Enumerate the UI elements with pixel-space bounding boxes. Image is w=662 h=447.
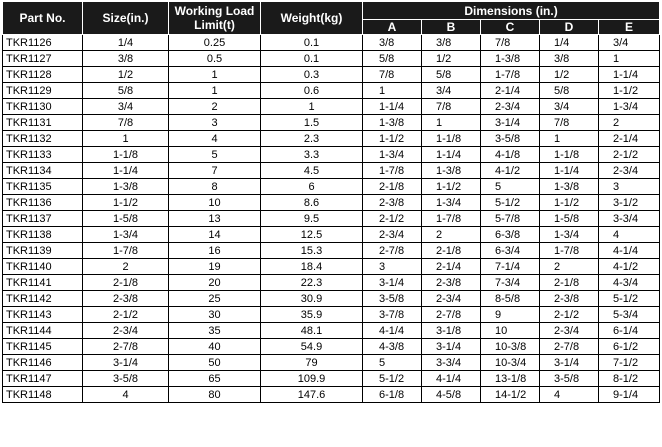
cell-size: 2-3/4 xyxy=(83,323,169,339)
cell-working-load-limit: 5 xyxy=(169,147,261,163)
cell-weight: 109.9 xyxy=(261,371,363,387)
table-row xyxy=(3,323,660,339)
cell-dim-b: 4-5/8 xyxy=(422,387,481,403)
table-row xyxy=(3,243,660,259)
header-dimensions: Dimensions (in.) xyxy=(363,2,660,20)
cell-weight: 4.5 xyxy=(261,163,363,179)
cell-dim-a: 5-1/2 xyxy=(363,371,422,387)
header-part-no: Part No. xyxy=(3,2,83,35)
cell-dim-c: 10 xyxy=(481,323,540,339)
cell-working-load-limit: 65 xyxy=(169,371,261,387)
cell-working-load-limit: 10 xyxy=(169,195,261,211)
cell-part-no: TKR1135 xyxy=(3,179,83,195)
cell-dim-a: 5/8 xyxy=(363,51,422,67)
cell-dim-a: 3-1/4 xyxy=(363,275,422,291)
cell-part-no: TKR1131 xyxy=(3,115,83,131)
cell-part-no: TKR1134 xyxy=(3,163,83,179)
table-row xyxy=(3,67,660,83)
cell-part-no: TKR1133 xyxy=(3,147,83,163)
cell-working-load-limit: 1 xyxy=(169,83,261,99)
cell-dim-a: 4-1/4 xyxy=(363,323,422,339)
cell-dim-d: 2-3/8 xyxy=(540,291,599,307)
cell-part-no: TKR1143 xyxy=(3,307,83,323)
cell-dim-d: 3-1/4 xyxy=(540,355,599,371)
cell-dim-b: 1-1/8 xyxy=(422,131,481,147)
cell-weight: 6 xyxy=(261,179,363,195)
cell-dim-b: 1-7/8 xyxy=(422,211,481,227)
table-row xyxy=(3,355,660,371)
cell-dim-c: 5 xyxy=(481,179,540,195)
cell-dim-c: 5-1/2 xyxy=(481,195,540,211)
cell-dim-e: 1-1/4 xyxy=(599,67,660,83)
cell-part-no: TKR1129 xyxy=(3,83,83,99)
cell-dim-e: 1 xyxy=(599,51,660,67)
cell-part-no: TKR1147 xyxy=(3,371,83,387)
cell-dim-d: 3/8 xyxy=(540,51,599,67)
cell-dim-c: 8-5/8 xyxy=(481,291,540,307)
cell-dim-b: 3/8 xyxy=(422,35,481,51)
cell-dim-a: 1-7/8 xyxy=(363,163,422,179)
cell-working-load-limit: 2 xyxy=(169,99,261,115)
cell-working-load-limit: 13 xyxy=(169,211,261,227)
cell-size: 1-3/8 xyxy=(83,179,169,195)
cell-working-load-limit: 20 xyxy=(169,275,261,291)
cell-weight: 0.1 xyxy=(261,51,363,67)
cell-size: 1-3/4 xyxy=(83,227,169,243)
table-row xyxy=(3,275,660,291)
cell-dim-c: 2-3/4 xyxy=(481,99,540,115)
cell-dim-b: 1/2 xyxy=(422,51,481,67)
cell-part-no: TKR1126 xyxy=(3,35,83,51)
cell-dim-b: 2-1/4 xyxy=(422,259,481,275)
table-row xyxy=(3,147,660,163)
cell-weight: 0.3 xyxy=(261,67,363,83)
cell-dim-b: 2-1/8 xyxy=(422,243,481,259)
cell-dim-d: 1/4 xyxy=(540,35,599,51)
cell-dim-d: 3/4 xyxy=(540,99,599,115)
cell-part-no: TKR1140 xyxy=(3,259,83,275)
cell-dim-e: 9-1/4 xyxy=(599,387,660,403)
cell-part-no: TKR1141 xyxy=(3,275,83,291)
cell-part-no: TKR1128 xyxy=(3,67,83,83)
cell-working-load-limit: 16 xyxy=(169,243,261,259)
cell-working-load-limit: 8 xyxy=(169,179,261,195)
cell-weight: 18.4 xyxy=(261,259,363,275)
cell-dim-b: 3-1/8 xyxy=(422,323,481,339)
cell-size: 3/8 xyxy=(83,51,169,67)
cell-dim-a: 2-3/4 xyxy=(363,227,422,243)
cell-dim-b: 2-7/8 xyxy=(422,307,481,323)
table-row xyxy=(3,115,660,131)
cell-dim-d: 1/2 xyxy=(540,67,599,83)
cell-part-no: TKR1132 xyxy=(3,131,83,147)
cell-dim-a: 2-1/8 xyxy=(363,179,422,195)
table-row xyxy=(3,211,660,227)
cell-weight: 54.9 xyxy=(261,339,363,355)
cell-dim-c: 10-3/4 xyxy=(481,355,540,371)
header-dim-e: E xyxy=(599,20,660,35)
cell-dim-d: 2-1/8 xyxy=(540,275,599,291)
cell-dim-d: 1-1/2 xyxy=(540,195,599,211)
cell-dim-d: 3-5/8 xyxy=(540,371,599,387)
cell-dim-e: 2-1/2 xyxy=(599,147,660,163)
cell-size: 1-7/8 xyxy=(83,243,169,259)
cell-dim-b: 5/8 xyxy=(422,67,481,83)
cell-dim-d: 7/8 xyxy=(540,115,599,131)
cell-weight: 35.9 xyxy=(261,307,363,323)
cell-size: 1-1/8 xyxy=(83,147,169,163)
cell-size: 2-1/8 xyxy=(83,275,169,291)
cell-dim-e: 4 xyxy=(599,227,660,243)
cell-dim-d: 1-7/8 xyxy=(540,243,599,259)
cell-dim-e: 8-1/2 xyxy=(599,371,660,387)
table-row xyxy=(3,387,660,403)
cell-dim-e: 6-1/4 xyxy=(599,323,660,339)
table-row xyxy=(3,131,660,147)
cell-dim-b: 4-1/4 xyxy=(422,371,481,387)
cell-dim-a: 5 xyxy=(363,355,422,371)
specifications-table xyxy=(2,1,660,403)
cell-size: 2-1/2 xyxy=(83,307,169,323)
cell-dim-a: 4-3/8 xyxy=(363,339,422,355)
cell-weight: 1 xyxy=(261,99,363,115)
cell-dim-b: 3-3/4 xyxy=(422,355,481,371)
cell-dim-b: 2 xyxy=(422,227,481,243)
table-row xyxy=(3,83,660,99)
cell-dim-c: 3-1/4 xyxy=(481,115,540,131)
cell-part-no: TKR1139 xyxy=(3,243,83,259)
cell-dim-e: 6-1/2 xyxy=(599,339,660,355)
cell-working-load-limit: 40 xyxy=(169,339,261,355)
cell-size: 2 xyxy=(83,259,169,275)
cell-working-load-limit: 0.5 xyxy=(169,51,261,67)
cell-working-load-limit: 80 xyxy=(169,387,261,403)
cell-weight: 79 xyxy=(261,355,363,371)
cell-dim-a: 6-1/8 xyxy=(363,387,422,403)
header-dim-c: C xyxy=(481,20,540,35)
cell-part-no: TKR1148 xyxy=(3,387,83,403)
cell-size: 2-7/8 xyxy=(83,339,169,355)
cell-dim-b: 3-1/4 xyxy=(422,339,481,355)
cell-size: 1-5/8 xyxy=(83,211,169,227)
cell-weight: 2.3 xyxy=(261,131,363,147)
cell-dim-c: 3-5/8 xyxy=(481,131,540,147)
cell-dim-d: 1 xyxy=(540,131,599,147)
cell-dim-b: 2-3/4 xyxy=(422,291,481,307)
cell-working-load-limit: 35 xyxy=(169,323,261,339)
cell-dim-d: 2-7/8 xyxy=(540,339,599,355)
cell-size: 1/4 xyxy=(83,35,169,51)
cell-dim-d: 4 xyxy=(540,387,599,403)
header-dim-a: A xyxy=(363,20,422,35)
cell-dim-d: 1-3/8 xyxy=(540,179,599,195)
cell-dim-d: 1-5/8 xyxy=(540,211,599,227)
cell-dim-b: 7/8 xyxy=(422,99,481,115)
cell-weight: 22.3 xyxy=(261,275,363,291)
cell-size: 3/4 xyxy=(83,99,169,115)
cell-dim-c: 10-3/8 xyxy=(481,339,540,355)
cell-dim-e: 4-1/4 xyxy=(599,243,660,259)
cell-dim-c: 7/8 xyxy=(481,35,540,51)
cell-dim-e: 5-3/4 xyxy=(599,307,660,323)
cell-dim-d: 1-1/8 xyxy=(540,147,599,163)
cell-dim-d: 5/8 xyxy=(540,83,599,99)
table-row xyxy=(3,51,660,67)
cell-dim-e: 2 xyxy=(599,115,660,131)
table-row xyxy=(3,163,660,179)
cell-part-no: TKR1144 xyxy=(3,323,83,339)
header-working-load-limit: Working Load Limit(t) xyxy=(169,2,261,35)
cell-part-no: TKR1137 xyxy=(3,211,83,227)
table-row xyxy=(3,35,660,51)
cell-dim-a: 2-3/8 xyxy=(363,195,422,211)
cell-part-no: TKR1136 xyxy=(3,195,83,211)
cell-working-load-limit: 19 xyxy=(169,259,261,275)
cell-dim-e: 4-1/2 xyxy=(599,259,660,275)
table-row xyxy=(3,339,660,355)
cell-dim-b: 3/4 xyxy=(422,83,481,99)
cell-working-load-limit: 3 xyxy=(169,115,261,131)
cell-size: 1-1/4 xyxy=(83,163,169,179)
cell-working-load-limit: 1 xyxy=(169,67,261,83)
cell-dim-e: 2-1/4 xyxy=(599,131,660,147)
cell-working-load-limit: 30 xyxy=(169,307,261,323)
cell-size: 7/8 xyxy=(83,115,169,131)
cell-dim-a: 1-3/4 xyxy=(363,147,422,163)
cell-dim-c: 9 xyxy=(481,307,540,323)
cell-dim-a: 1-3/8 xyxy=(363,115,422,131)
cell-dim-c: 2-1/4 xyxy=(481,83,540,99)
table-row xyxy=(3,371,660,387)
cell-size: 1-1/2 xyxy=(83,195,169,211)
cell-dim-e: 4-3/4 xyxy=(599,275,660,291)
cell-dim-d: 2 xyxy=(540,259,599,275)
cell-size: 5/8 xyxy=(83,83,169,99)
cell-dim-a: 1 xyxy=(363,83,422,99)
cell-working-load-limit: 25 xyxy=(169,291,261,307)
cell-dim-e: 1-3/4 xyxy=(599,99,660,115)
cell-part-no: TKR1127 xyxy=(3,51,83,67)
cell-dim-a: 3/8 xyxy=(363,35,422,51)
header-weight: Weight(kg) xyxy=(261,2,363,35)
cell-dim-a: 7/8 xyxy=(363,67,422,83)
cell-dim-c: 14-1/2 xyxy=(481,387,540,403)
cell-dim-c: 7-3/4 xyxy=(481,275,540,291)
cell-dim-e: 3-1/2 xyxy=(599,195,660,211)
cell-dim-e: 3-3/4 xyxy=(599,211,660,227)
table-row xyxy=(3,99,660,115)
cell-size: 4 xyxy=(83,387,169,403)
cell-part-no: TKR1146 xyxy=(3,355,83,371)
table-row xyxy=(3,227,660,243)
cell-dim-e: 3/4 xyxy=(599,35,660,51)
cell-dim-d: 2-1/2 xyxy=(540,307,599,323)
cell-dim-d: 1-3/4 xyxy=(540,227,599,243)
cell-size: 3-1/4 xyxy=(83,355,169,371)
table-row xyxy=(3,291,660,307)
cell-part-no: TKR1130 xyxy=(3,99,83,115)
cell-dim-d: 1-1/4 xyxy=(540,163,599,179)
table-row xyxy=(3,259,660,275)
cell-dim-b: 1-1/4 xyxy=(422,147,481,163)
table-row xyxy=(3,179,660,195)
cell-dim-b: 1 xyxy=(422,115,481,131)
cell-weight: 30.9 xyxy=(261,291,363,307)
cell-dim-c: 1-7/8 xyxy=(481,67,540,83)
table-body xyxy=(3,35,660,403)
cell-part-no: TKR1142 xyxy=(3,291,83,307)
cell-working-load-limit: 14 xyxy=(169,227,261,243)
cell-dim-c: 13-1/8 xyxy=(481,371,540,387)
cell-working-load-limit: 4 xyxy=(169,131,261,147)
cell-dim-c: 4-1/8 xyxy=(481,147,540,163)
cell-dim-c: 4-1/2 xyxy=(481,163,540,179)
cell-dim-d: 2-3/4 xyxy=(540,323,599,339)
cell-weight: 15.3 xyxy=(261,243,363,259)
table-row xyxy=(3,307,660,323)
cell-dim-a: 1-1/2 xyxy=(363,131,422,147)
cell-dim-a: 3-5/8 xyxy=(363,291,422,307)
cell-working-load-limit: 7 xyxy=(169,163,261,179)
cell-dim-e: 1-1/2 xyxy=(599,83,660,99)
cell-size: 2-3/8 xyxy=(83,291,169,307)
cell-working-load-limit: 0.25 xyxy=(169,35,261,51)
cell-dim-a: 3 xyxy=(363,259,422,275)
cell-dim-b: 2-3/8 xyxy=(422,275,481,291)
cell-size: 3-5/8 xyxy=(83,371,169,387)
cell-part-no: TKR1145 xyxy=(3,339,83,355)
cell-dim-e: 2-3/4 xyxy=(599,163,660,179)
cell-dim-c: 6-3/4 xyxy=(481,243,540,259)
cell-weight: 8.6 xyxy=(261,195,363,211)
cell-weight: 0.1 xyxy=(261,35,363,51)
cell-part-no: TKR1138 xyxy=(3,227,83,243)
cell-size: 1 xyxy=(83,131,169,147)
cell-dim-b: 1-3/4 xyxy=(422,195,481,211)
header-dim-b: B xyxy=(422,20,481,35)
cell-dim-a: 1-1/4 xyxy=(363,99,422,115)
table-row xyxy=(3,195,660,211)
cell-dim-c: 1-3/8 xyxy=(481,51,540,67)
cell-weight: 12.5 xyxy=(261,227,363,243)
cell-dim-e: 3 xyxy=(599,179,660,195)
table-header xyxy=(3,2,660,35)
cell-weight: 48.1 xyxy=(261,323,363,339)
cell-size: 1/2 xyxy=(83,67,169,83)
cell-weight: 147.6 xyxy=(261,387,363,403)
cell-dim-a: 2-7/8 xyxy=(363,243,422,259)
cell-dim-c: 5-7/8 xyxy=(481,211,540,227)
cell-weight: 9.5 xyxy=(261,211,363,227)
cell-dim-b: 1-3/8 xyxy=(422,163,481,179)
cell-weight: 1.5 xyxy=(261,115,363,131)
cell-weight: 3.3 xyxy=(261,147,363,163)
header-size: Size(in.) xyxy=(83,2,169,35)
cell-dim-a: 2-1/2 xyxy=(363,211,422,227)
cell-working-load-limit: 50 xyxy=(169,355,261,371)
cell-dim-e: 7-1/2 xyxy=(599,355,660,371)
header-dim-d: D xyxy=(540,20,599,35)
cell-dim-a: 3-7/8 xyxy=(363,307,422,323)
cell-dim-e: 5-1/2 xyxy=(599,291,660,307)
cell-weight: 0.6 xyxy=(261,83,363,99)
cell-dim-b: 1-1/2 xyxy=(422,179,481,195)
cell-dim-c: 6-3/8 xyxy=(481,227,540,243)
cell-dim-c: 7-1/4 xyxy=(481,259,540,275)
